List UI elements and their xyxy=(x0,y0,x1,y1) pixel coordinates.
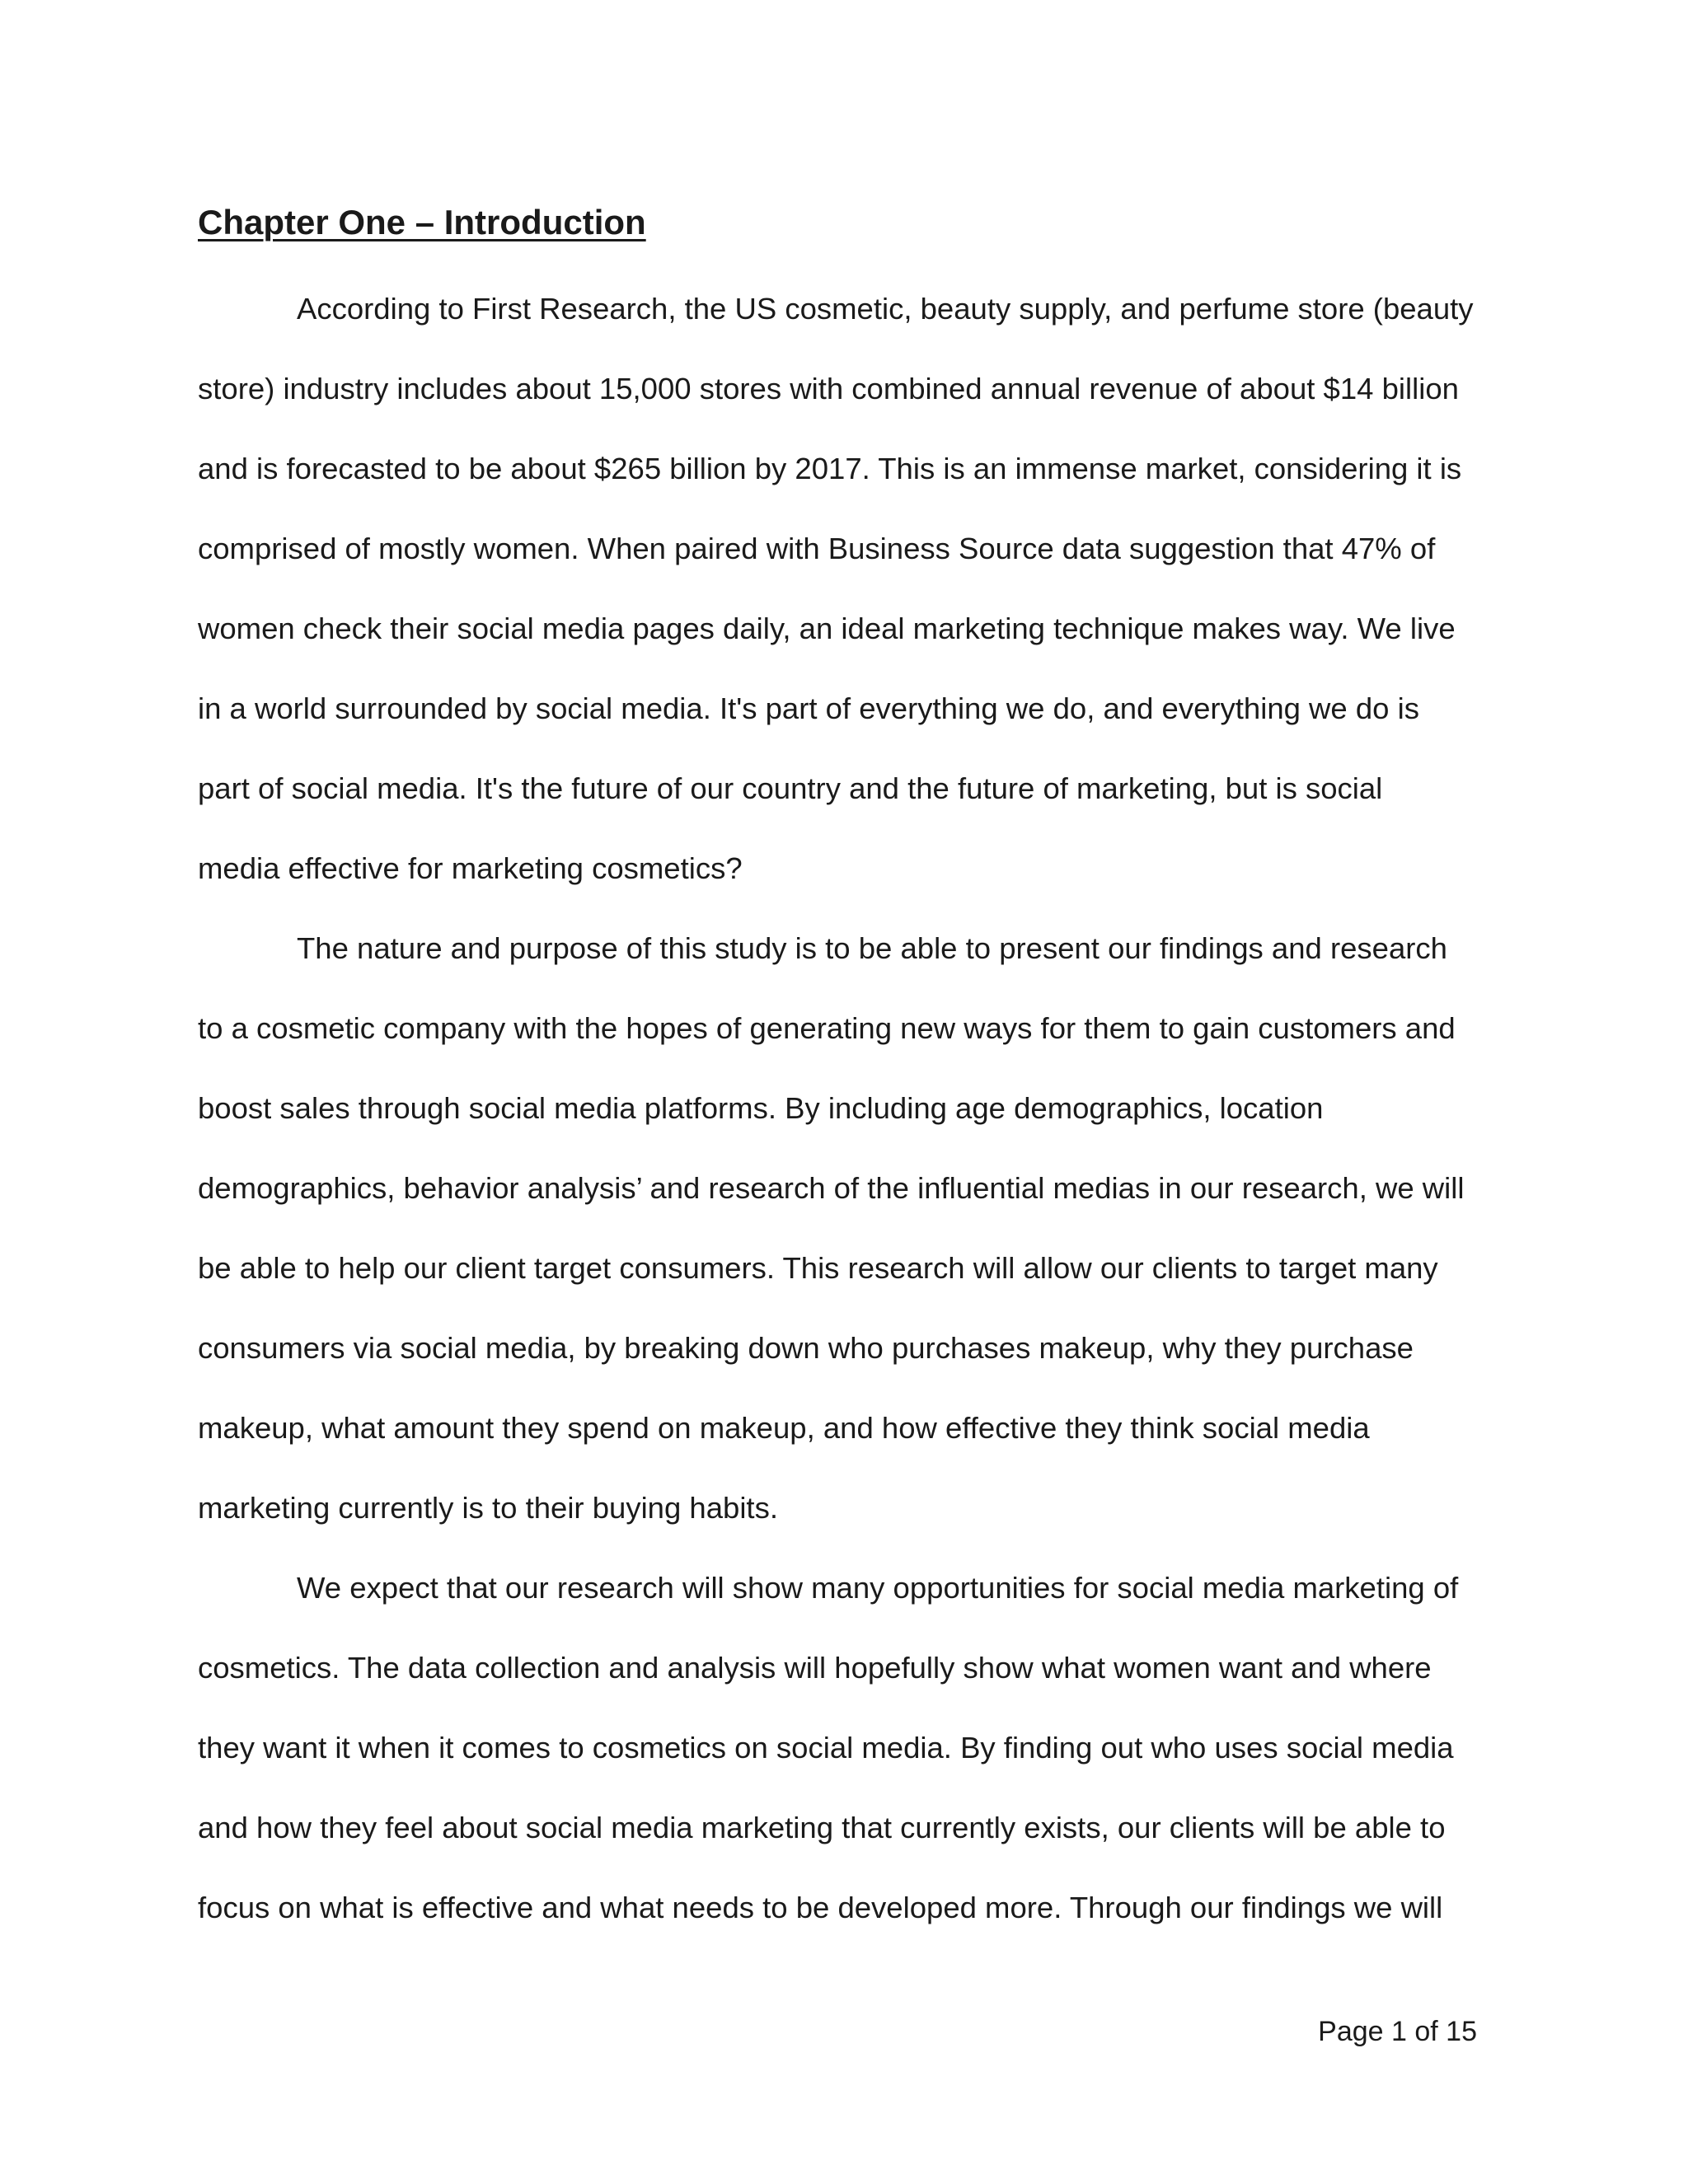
paragraph-line: consumers via social media, by breaking down who purchases makeup, why they purchase xyxy=(198,1331,1414,1365)
paragraph-line: store) industry includes about 15,000 stores with combined annual revenue of about $14 billion xyxy=(198,372,1459,405)
paragraph-line: demographics, behavior analysis’ and research of the influential medias in our research, we will xyxy=(198,1171,1465,1205)
chapter-heading: Chapter One – Introduction xyxy=(198,203,646,241)
paragraph-line: The nature and purpose of this study is to be able to present our findings and research xyxy=(297,931,1447,965)
paragraph-line: According to First Research, the US cosmetic, beauty supply, and perfume store (beauty xyxy=(297,292,1474,326)
paragraph-line: boost sales through social media platforms. By including age demographics, location xyxy=(198,1091,1324,1125)
paragraph-line: they want it when it comes to cosmetics on social media. By finding out who uses social media xyxy=(198,1731,1454,1765)
paragraph-line: women check their social media pages daily, an ideal marketing technique makes way. We live xyxy=(198,612,1456,645)
paragraph-line: marketing currently is to their buying habits. xyxy=(198,1491,778,1525)
paragraph-line: cosmetics. The data collection and analysis will hopefully show what women want and where xyxy=(198,1651,1432,1685)
paragraph-line: to a cosmetic company with the hopes of generating new ways for them to gain customers and xyxy=(198,1011,1456,1045)
paragraph-line: We expect that our research will show many opportunities for social media marketing of xyxy=(297,1571,1459,1605)
paragraph-line: part of social media. It's the future of our country and the future of marketing, but is social xyxy=(198,771,1383,805)
paragraph-line: in a world surrounded by social media. It's part of everything we do, and everything we do is xyxy=(198,691,1419,725)
page-number: Page 1 of 15 xyxy=(1318,2016,1477,2047)
paragraph-line: and how they feel about social media marketing that currently exists, our clients will be able to xyxy=(198,1811,1446,1844)
paragraph-line: be able to help our client target consumers. This research will allow our clients to target many xyxy=(198,1251,1438,1285)
paragraph-line: focus on what is effective and what needs to be developed more. Through our findings we will xyxy=(198,1891,1443,1924)
paragraph-line: media effective for marketing cosmetics? xyxy=(198,851,743,885)
paragraph-line: and is forecasted to be about $265 billion by 2017. This is an immense market, considering it is xyxy=(198,452,1462,485)
paragraph-line: comprised of mostly women. When paired with Business Source data suggestion that 47% of xyxy=(198,532,1436,565)
paragraph-line: makeup, what amount they spend on makeup, and how effective they think social media xyxy=(198,1411,1370,1445)
